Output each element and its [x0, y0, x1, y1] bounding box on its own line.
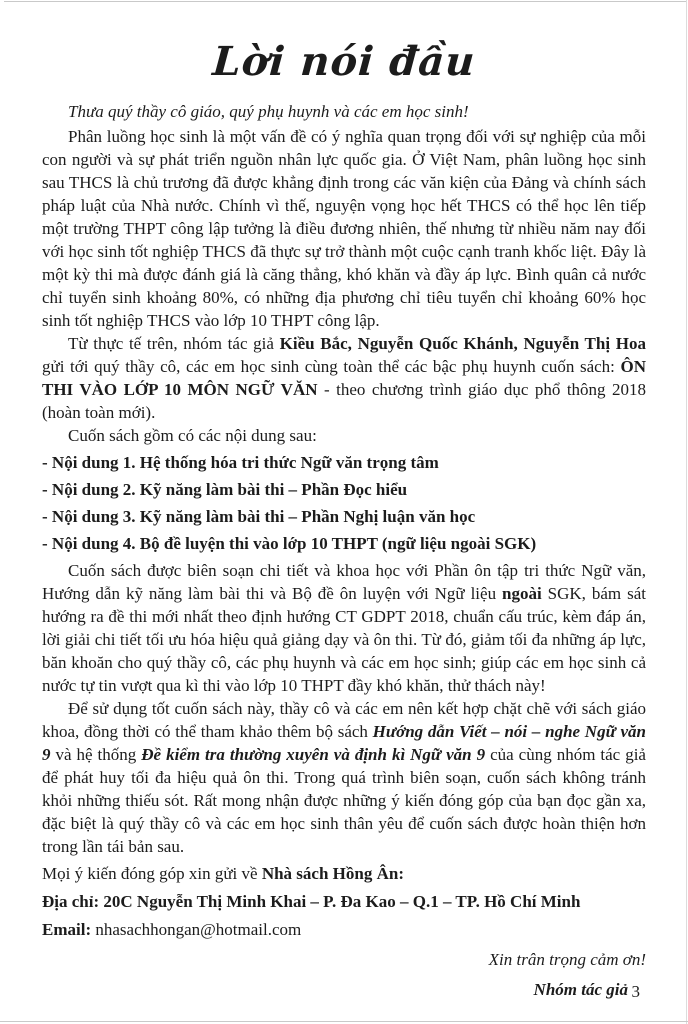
text-segment: Email:	[42, 920, 92, 939]
text-segment: và hệ thống	[50, 745, 142, 764]
thanks-line	[42, 948, 646, 971]
text-segment: Kiều Bắc, Nguyễn Quốc Khánh, Nguyễn Thị Hoa	[279, 334, 646, 353]
address-line	[42, 890, 646, 913]
text-segment: ngoài	[502, 584, 542, 603]
description-paragraph	[42, 559, 646, 697]
text-segment: Hướng dẫn Viết – nói – nghe Ngữ văn 9	[42, 722, 647, 764]
text-segment: Phân luồng học sinh là một vấn đề có ý nghĩa quan trọng đối với sự nghiệp của mỗi con người và sự phát triển nguồn nhân lực quốc gia. Ở Việt Nam, phân luồng học sinh sau THCS là chủ trương đã được khẳng định trong các văn kiện của Đảng và chính sách pháp luật của Nhà nước. Chính vì thế, nguyện vọng học hết THCS có thể học lên tiếp một trường THPT công lập tưởng là điều đương nhiên, thế nhưng từ nhiều năm nay đối với học sinh tốt nghiệp THCS đã thực sự trở thành một cuộc cạnh tranh khốc liệt. Đây là một kỳ thi mà được đánh giá là căng thẳng, khó khăn và đầy áp lực. Bình quân cả nước chỉ tuyển sinh khoảng 80%, có những địa phương chỉ tiêu tuyển chỉ khoảng 60% học sinh tốt nghiệp THCS vào lớp 10 THPT công lập.	[42, 127, 646, 330]
text-segment: của cùng nhóm tác giả để phát huy tối đa hiệu quả ôn thi. Trong quá trình biên soạn, cuốn sách không tránh khỏi những thiếu sót. Rất mong nhận được những ý kiến đóng góp của bạn đọc gần xa, đặc biệt là quý thầy cô và các em học sinh thân yêu để cuốn sách được hoàn thiện hơn trong lần tái bản sau.	[42, 745, 646, 856]
text-segment: SGK, bám sát hướng ra đề thi mới nhất theo định hướng CT GDPT 2018, chuẩn cấu trúc, kèm đáp án, lời giải chi tiết tối ưu hóa hiệu quả giảng dạy và ôn thi. Từ đó, giảm tối đa những áp lực, băn khoăn cho quý thầy cô, các phụ huynh và các em học sinh; giúp các em học sinh cả nước tự tin vượt qua kì thi vào lớp 10 THPT đầy khó khăn, thử thách này!	[42, 584, 646, 695]
text-segment: nhasachhongan@hotmail.com	[91, 920, 302, 939]
text-segment: Từ thực tế trên, nhóm tác giả	[68, 334, 280, 353]
text-segment: Cuốn sách được biên soạn chi tiết và khoa học với Phần ôn tập tri thức Ngữ văn, Hướng dẫn kỹ năng làm bài thi và Bộ đề ôn luyện với Ngữ liệu	[42, 561, 646, 603]
text-segment: Để sử dụng tốt cuốn sách này, thầy cô và các em nên kết hợp chặt chẽ với sách giáo khoa, đồng thời có thể tham khảo thêm bộ sách	[42, 699, 646, 741]
text-segment: - Nội dung 3. Kỹ năng làm bài thi – Phần Nghị luận văn học	[42, 507, 476, 526]
contents-heading	[42, 424, 646, 447]
text-segment: gửi tới quý thầy cô, các em học sinh cùng toàn thể các bậc phụ huynh cuốn sách:	[42, 357, 621, 376]
text-segment: - theo chương trình giáo dục phổ thông 2018 (hoàn toàn mới).	[42, 380, 646, 422]
page-number: 3	[631, 982, 640, 1001]
signature-line	[42, 978, 646, 1001]
text-segment: Xin trân trọng cảm ơn!	[488, 950, 646, 969]
text-segment: Nhóm tác giả	[533, 980, 628, 999]
text-segment: ÔN THI VÀO LỚP 10 MÔN NGỮ VĂN	[42, 357, 646, 399]
feedback-line	[42, 862, 646, 885]
text-segment: - Nội dung 1. Hệ thống hóa tri thức Ngữ văn trọng tâm	[42, 453, 439, 472]
text-segment: Mọi ý kiến đóng góp xin gửi về	[42, 864, 262, 883]
document-content	[42, 100, 646, 1001]
email-line	[42, 918, 646, 941]
text-segment: - Nội dung 4. Bộ đề luyện thi vào lớp 10 THPT (ngữ liệu ngoài SGK)	[42, 534, 537, 553]
text-segment: Nhà sách Hồng Ân:	[261, 864, 404, 883]
text-segment: Cuốn sách gồm có các nội dung sau:	[68, 426, 317, 445]
authors-paragraph	[42, 332, 646, 424]
content-item-1	[42, 451, 646, 474]
text-segment: - Nội dung 2. Kỹ năng làm bài thi – Phần Đọc hiểu	[42, 480, 408, 499]
salutation	[42, 100, 646, 123]
usage-paragraph	[42, 697, 646, 858]
text-segment: Địa chỉ: 20C Nguyễn Thị Minh Khai – P. Đa Kao – Q.1 – TP. Hồ Chí Minh	[42, 892, 581, 911]
page-title: Lời nói đầu	[211, 38, 478, 85]
content-item-3	[42, 505, 646, 528]
intro-paragraph	[42, 125, 646, 332]
content-item-2	[42, 478, 646, 501]
content-item-4	[42, 532, 646, 555]
text-segment: Thưa quý thầy cô giáo, quý phụ huynh và các em học sinh!	[68, 102, 469, 121]
text-segment: Đề kiểm tra thường xuyên và định kì Ngữ văn 9	[141, 745, 486, 764]
